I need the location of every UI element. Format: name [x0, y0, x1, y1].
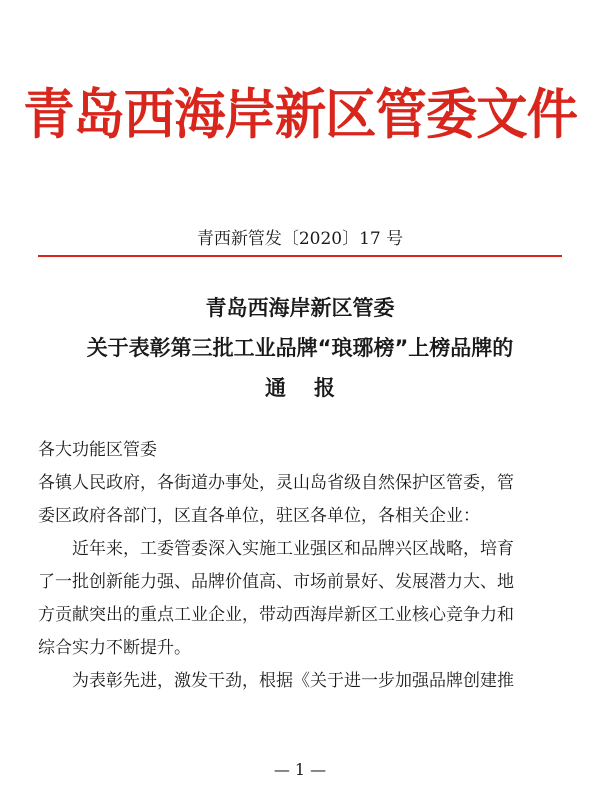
paragraph-2-line-1: 为表彰先进，激发干劲，根据《关于进一步加强品牌创建推 [72, 671, 514, 691]
red-divider-line [38, 255, 562, 257]
paragraph-1-line-4: 综合实力不断提升。 [38, 638, 191, 658]
masthead-title: 青岛西海岸新区管委文件 [23, 83, 577, 146]
addressee-line: 各大功能区管委 [38, 440, 157, 460]
page-number: — 1 — [273, 760, 327, 779]
paragraph-1-line-1: 近年来，工委管委深入实施工业强区和品牌兴区战略，培育 [72, 539, 514, 559]
document-number: 青西新管发〔2020〕17 号 [196, 229, 404, 249]
notice-title-line-3: 通报 [265, 376, 363, 400]
paragraph-1-line-2: 了一批创新能力强、品牌价值高、市场前景好、发展潜力大、地 [38, 572, 514, 592]
document-body [38, 434, 568, 698]
recipients-line-2: 委区政府各部门，区直各单位，驻区各单位，各相关企业： [38, 506, 480, 526]
notice-title-line-1: 青岛西海岸新区管委 [205, 296, 395, 320]
paragraph-1-line-3: 方贡献突出的重点工业企业，带动西海岸新区工业核心竞争力和 [38, 605, 514, 625]
notice-title-line-2: 关于表彰第三批工业品牌“琅琊榜”上榜品牌的 [86, 336, 514, 360]
recipients-line-1: 各镇人民政府，各街道办事处，灵山岛省级自然保护区管委，管 [38, 473, 514, 493]
